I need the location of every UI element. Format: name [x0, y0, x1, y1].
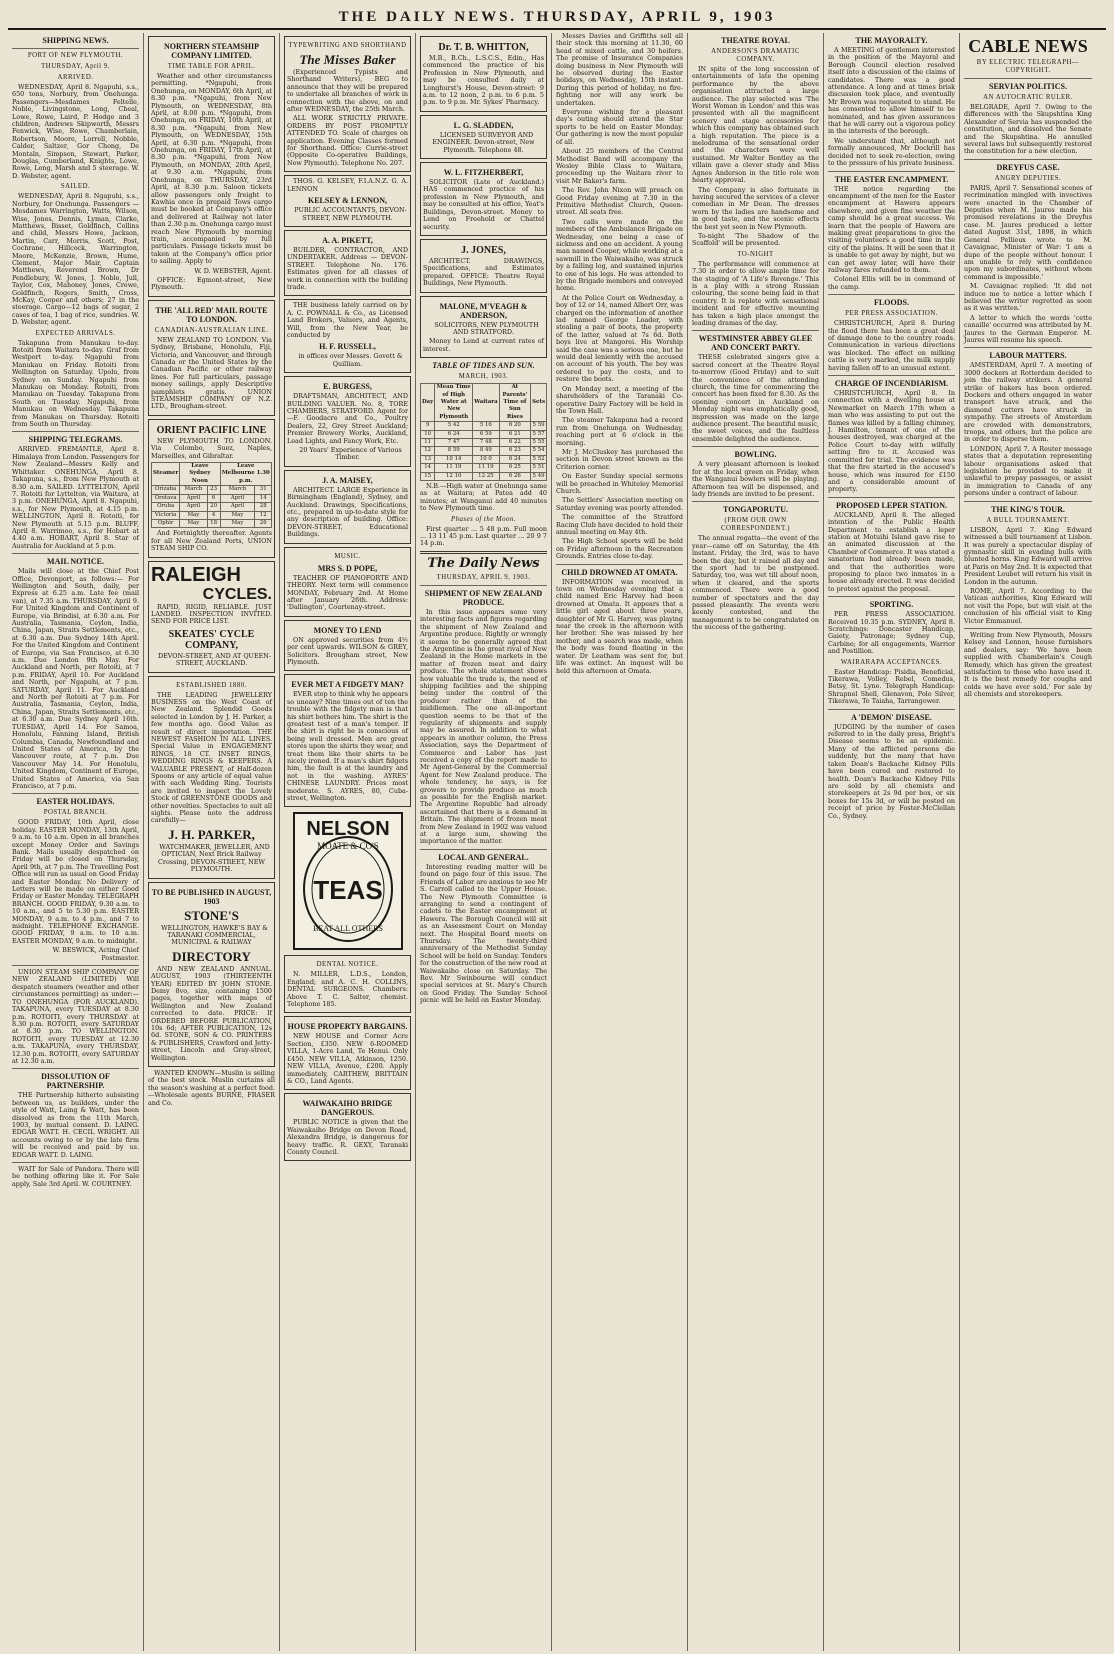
table-header: Waitara — [473, 384, 499, 422]
jones-ad — [420, 239, 547, 293]
divider — [964, 347, 1092, 348]
stones-heading: STONE'S — [184, 907, 239, 923]
table-row: 11 7 47 7 48 6 22 5 55 — [421, 439, 547, 447]
sailed-heading: SAILED. — [60, 183, 91, 191]
bull-sub: A BULL TOURNAMENT. — [986, 516, 1070, 524]
column-theatre — [688, 33, 824, 1651]
sladden-heading: L. G. SLADDEN, — [453, 120, 514, 130]
arrived-text: WEDNESDAY, April 8. Ngapuhi, s.s., 650 tons, Norbury, from Onehunga. Passengers—Mesdames Feltelle, Noble, Livingstone, Long, Cheal, Lowe, Rowe, Laird, P. Hodge and 3 children, Andrews Skipworth, Messrs Fenwick, Wise, Rowe, Chamberlain, Robertson, Moore, Lorrell, Nobble, Calder, Saltzer, Gor Chong, De Montaln, Simpson, Stewart, Parker, Douglas, Cumberland, Knights, Lowe, Rowe, Long, Marsh and 5 steerage. W. D. Webster, agent. — [12, 83, 139, 180]
floods-heading: FLOODS. — [874, 298, 909, 308]
pandora-ad: WAIT for Sale of Pandora. There will be nothing offering like it. For Sale apply, Sale 3rd April. W. COURTNEY. — [12, 1165, 139, 1188]
northern-office: OFFICE: Egmont-street, New Plymouth. — [151, 275, 272, 292]
news-para: The Settlers' Association meeting on Saturday evening was poorly attended. — [556, 496, 683, 512]
misses-baker-heading: The Misses Baker — [299, 52, 396, 67]
misses-baker-ad — [284, 36, 411, 172]
divider — [828, 596, 955, 597]
news-para: The Rev. John Nixon will preach on Good Friday evening at 7.30 in the Primitive Methodist Church, Queen-street. All seats free. — [556, 186, 683, 217]
divider — [12, 553, 139, 554]
local-general-heading: LOCAL AND GENERAL. — [438, 852, 529, 862]
news-para: At the Police Court on Wednesday, a boy of 12 or 14, named Albert Orr, was charged on the information of another lad named George Loader, with stealing a pair of boots, the property of the latter, valued at 7s 6d. Both boys live at Mangorei. His Worship said the case was a serious one, but he would deal leniently with the accused on account of his youth. The boy was ordered to pay the costs, and to restore the boots. — [556, 293, 683, 384]
burgess-experience: 20 Years' Experience of Various Timber. — [299, 446, 402, 462]
parker-address: WATCHMAKER, JEWELLER, AND OPTICIAN, Next Brick Railway Crossing, DEVON-STREET, NEW PLYMOUTH. — [158, 842, 270, 874]
child-drowned-text: INFORMATION was received in town on Wednesday evening that a child named Eric Harvey had been drowned at Omata. It appears that a little girl aged about three years, daughter of Mr G. Harvey, was playing near the creek in the afternoon with her brother. She was missed by her mother, and a search was made, when the body was found floating in the water. Dr Leatham was sent for, but life was extinct. An inquest will be held this afternoon at Omata. — [556, 577, 683, 675]
nelson-moate-tea-logo — [292, 811, 404, 951]
raleigh-ad — [148, 561, 275, 673]
logo-nelson: NELSON — [305, 818, 390, 841]
sporting-heading: SPORTING. — [869, 600, 914, 610]
table-row: 14 11 19 11 19 6 25 5 51 — [421, 464, 547, 472]
correspondent-line: (FROM OUR OWN CORRESPONDENT.) — [720, 517, 791, 533]
malone-text: SOLICITORS, NEW PLYMOUTH AND STRATFORD. — [434, 320, 539, 336]
expected-heading: EXPECTED ARRIVALS. — [35, 329, 116, 337]
dreyfus-text: PARIS, April 7. Sensational scenes of recrimination mingled with invectives were enacted in the Chamber of Deputies when M. Jaures made his promised revelations in the Dreyfus case. M. Jaures produced a letter dated August 31st, 1898, in which General Pellieux wrote to M. Cavaignac, Minister of War: 'I am a dupe of the people without honour. I am unable to rely with confidence upon my subordinates, without whom command is impossible.' — [964, 183, 1092, 281]
skeates-text: DEVON-STREET, AND AT QUEEN-STREET, AUCKLAND. — [157, 651, 272, 668]
encampment-heading: THE EASTER ENCAMPMENT. — [834, 174, 949, 184]
sporting-text: PER PRESS ASSOCIATION. Received 10.35 p.m. SYDNEY, April 8. Scratchings: Doncaster Handicap, Gaiety, Patronage; Sydney Cup, Carbine; for all engagements, Warrior and Postillion. — [828, 610, 955, 656]
divider — [964, 78, 1092, 79]
cough-remedy-ad: Writing from New Plymouth, Messrs Kelsey and Lennon, house furnishers and dealers, say: 'We have been supplied with Chamberlain's Cough Remedy, which has given the greatest satisfaction to those who have used it. It is the best remedy for coughs and colds we have ever sold.' For sale by all chemists and storekeepers. — [964, 630, 1092, 699]
divider — [556, 564, 683, 565]
wairarapa-heading: WAIRARAPA ACCEPTANCES. — [840, 658, 943, 666]
servian-text: BELGRADE, April 7. Owing to the differences with the Skupshtina King Alexander of Servia has suspended the constitution, and dissolved the Senate and the Skupshtina. He annulled several laws but subsequently restored the constitution for a new election. — [964, 103, 1092, 156]
tongaporutu-text: The annual regatta—the event of the year—came off on Saturday, the 4th instant. Friday, the 3rd, was to have been the day, but it rained all day and the sport had to be postponed. Saturday, too, was wet till about noon, when it cleared, and the sports commenced. There were a good number of spectators and the day passed pleasantly. The events were keenly contested, and the management is to be congratulated on the success of the gathering. — [692, 534, 819, 632]
dissolution-text: THE Partnership hitherto subsisting between us, as builders, under the style of Watt, Laing & Watt, has been dissolved as from the 11th March, 1903, by mutual consent. D. LAING. EDGAR WATT. H. CECIL WRIGHT. All accounts owing to or by the late firm will be received and paid by us. EDGAR WATT. D. LAING. — [12, 1091, 139, 1159]
table-row: Orizaba March 23 March 31 — [152, 486, 272, 494]
column-ads-2 — [280, 33, 416, 1651]
typewriting-heading: TYPEWRITING AND SHORTHAND — [288, 42, 407, 49]
encampment-text-2: Colonel Ellis will be in command of the camp. — [828, 275, 955, 291]
divider — [964, 628, 1092, 629]
divider — [420, 551, 547, 554]
house-text: NEW HOUSE and Corner Acre Section, £350. NEW 6-ROOMED VILLA, 1-Acre Land, Te Henui. Only £450. NEW VILLA, Atkinson, 1250. NEW VILLA, Avenue, £200. Apply immediately, CARTHEW, BRITTAIN & CO., Land Agents. — [287, 1032, 408, 1085]
theatre-text: The Company is also fortunate in having secured the services of a clever comedian in Mr Dean. The dresses worn by the ladies are handsome and in good taste, and the scenic effects the best yet seen in New Plymouth. — [692, 185, 819, 231]
editorial-text: In this issue appears some very interesting facts and figures regarding the shipment of New Zealand and Argentine produce. Rightly or wrongly it seems to be generally agreed that the Argentine is the great rival of New Zealand in the Home markets in the matter of frozen meat and dairy produce. The whole statement shows how valuable the trade is, the need of shipping facilities and the shipping being under the control of the producer rather than of the middlemen. The one all-important question seems to be that of the regularity of shipments and supply may be assured. In addition to what appears in another column, the Press Association, says the Department of Commerce and Labor has just received a copy of the report made to Mr Agent-General by the Commercial Agent for New Zealand produce. The whole tendency, he says, is for growers to provide produce as much as possible for the English market. The Argentine Republic had already ascertained that there is a demand in Britain. The shipment of frozen meat from New Zealand in 1902 was valued at a large sum, showing the importance of the matter. — [420, 607, 547, 846]
maisey-heading: J. A. MAISEY, — [322, 475, 373, 485]
kings-tour-heading: THE KING'S TOUR. — [991, 504, 1065, 514]
column-professional-editorial — [416, 33, 552, 1651]
table-header: Sets — [531, 384, 547, 422]
pope-ad — [284, 547, 411, 617]
table-row: 12 8 59 8 49 6 23 5 54 — [421, 447, 547, 455]
shipping-heading: SHIPPING NEWS. — [42, 36, 109, 45]
house-property-ad — [284, 1016, 411, 1090]
mail-notice-heading: MAIL NOTICE. — [47, 557, 104, 567]
sladden-text: LICENSED SURVEYOR AND ENGINEER. Devon-street, New Plymouth. Telephone 48. — [432, 130, 535, 154]
whitton-text: M.B., B.Ch., L.S.C.S., Edin., Has commenced the practice of his Profession in New Plymouth, and may be consulted daily at Longhurst's House, Devon-street: 9 a.m. to 12 noon, 2 p.m. to 6 p.m. 5 p.m. to 9 p.m. Mr. Sykes' Pharmacy. — [423, 54, 544, 107]
russell-text: THE business lately carried on by A. C. POWNALL & Co., as Licensed Land Brokers, Valuers, and Agents, Will, from the New Year, be conducted by — [287, 301, 408, 339]
divider — [12, 793, 139, 794]
logo-teas: TEAS — [312, 875, 383, 906]
jones-text: ARCHITECT. DRAWINGS, Specifications, and Estimates prepared. OFFICE: Theatre Royal Buildings, New Plymouth. — [423, 256, 544, 288]
dental-heading: DENTAL NOTICE. — [316, 961, 379, 969]
mayoralty-heading: THE MAYORALTY. — [855, 36, 928, 45]
column-mayoralty — [824, 33, 960, 1651]
bridge-heading: WAIWAKAIHO BRIDGE DANGEROUS. — [302, 1099, 393, 1118]
kelsey-lennon-ad — [284, 175, 411, 227]
divider — [828, 375, 955, 376]
union-steam-ad: UNION STEAM SHIP COMPANY OF NEW ZEALAND (LIMITED) Will despatch steamers (weather and other circumstances permitting) as under:— TO ONEHUNGA (FOR AUCKLAND). TAKAPUNA, every TUESDAY at 8.30 p.m. ROTOITI, every THURSDAY at 8.30 p.m. ROTOITI, every SATURDAY at 8.30 p.m. TO WELLINGTON. ROTOITI, every TUESDAY at 12.30 a.m. TAKAPUNA, every THURSDAY, 12.30 p.m. ROTOITI, every SATURDAY at 12.30 a.m. — [12, 968, 139, 1065]
table-row: Oruba April 20 April 28 — [152, 503, 272, 511]
dreyfus-text-2: M. Cavaignac replied: 'It did not induce me to notice a letter which I believed the writer regretted as soon as it was written.' — [964, 282, 1092, 313]
table-row: Ophir May 18 May 26 — [152, 519, 272, 527]
logo-tagline: BEAT ALL OTHERS — [312, 924, 383, 934]
orient-sailings-table — [151, 462, 272, 528]
postmaster-signature: W. BESWICK, Acting Chief Postmaster. — [52, 946, 139, 962]
floods-text: CHRISTCHURCH, April 8. During the flood there has been a great deal of damage done to the country roads. Communication in various directions was blocked. The effect on milking cattle is very marked, the milk supply having fallen off to an unusual extent. — [828, 319, 955, 372]
maisey-text: ARCHITECT. LARGE Experience in Birmingham (England), Sydney, and Auckland. Drawings, Specifications, etc., prepared in up-to-date style for any description of building. Office: DEVON-STREET, Educational Buildings. — [287, 485, 408, 539]
northern-signature: W. D. WEBSTER, Agent. — [194, 266, 272, 275]
postal-branch-heading: POSTAL BRANCH. — [43, 809, 108, 817]
fidgety-ad — [284, 674, 411, 807]
sladden-ad — [420, 115, 547, 159]
tides-note: N.B.—High water at Onehunga same as at Waitara; at Patea add 40 minutes; at Wanganui add 40 minutes to New Plymouth time. — [420, 482, 547, 513]
tides-heading: TABLE OF TIDES AND SUN. — [432, 361, 535, 371]
table-row: Orotava April 6 April 14 — [152, 494, 272, 502]
divider — [828, 497, 955, 498]
column-ads-1 — [144, 33, 280, 1651]
divider — [964, 159, 1092, 160]
whitton-ad — [420, 36, 547, 112]
cable-sub: BY ELECTRIC TELEGRAPH—COPYRIGHT. — [976, 59, 1080, 74]
date-line: THURSDAY, April 9. — [41, 63, 110, 70]
incendiarism-text: CHRISTCHURCH, April 8. In connection with a dwelling house at Newmarket on March 17th when a man who was assisting to put out the flames was killed by a falling chimney, J. Hamilton, tenant of one of the houses destroyed, was charged at the Police Court to-day with wilfully setting fire to it. Accused was committed for trial. The evidence was that the fire started in the accused's house, which was insured for £150 and a considerable amount of property. — [828, 389, 955, 494]
all-red-text: NEW ZEALAND TO LONDON. Via Sydney, Brisbane, Honolulu, Fiji, Victoria, and Vancouver, and through Canada or the United States by the Canadian Pacific or other railway lines. For full particulars, passage money sailings, apply Descriptive pamphlets gratis. UNION STEAMSHIP COMPANY OF N.Z. LTD., Brougham-street. — [151, 335, 272, 411]
easter-text: GOOD FRIDAY, 10th April, close holiday. EASTER MONDAY, 13th April, 9 a.m. to 10 a.m. Open in all branches except Money Order and Savings Bank. Mails usually despatched on Friday will be closed on Thursday, April 9th, at 7 p.m. The Travelling Post Office will run as usual on Good Friday and Easter Monday. No Delivery of Letters will be made on either Good Friday or Easter Monday. TELEGRAPH BRANCH. GOOD FRIDAY, 9.30 a.m. to 10 a.m., and 5 to 5.30 p.m. EASTER MONDAY, 9 a.m. to 4 p.m., and 7 to midnight. TELEPHONE EXCHANGE. GOOD FRIDAY, 9 a.m. to 10 a.m. EASTER MONDAY, 9 a.m. to midnight. — [12, 818, 139, 945]
established-line: ESTABLISHED 1880. — [176, 681, 247, 689]
music-heading: MUSIC. — [334, 552, 361, 560]
divider — [692, 501, 819, 502]
tonight-heading: TO-NIGHT — [737, 250, 774, 258]
editorial-heading: SHIPMENT OF NEW ZEALAND PRODUCE. — [424, 588, 543, 607]
northern-steamship-ad — [148, 36, 275, 297]
kings-tour-text-2: ROME, April 7. According to the Vatican authorities, King Edward will not visit the Pope, but will visit at the conclusion of his official visit to King Victor Emmanuel. — [964, 586, 1092, 625]
news-para: Messrs Davies and Griffiths sell all their stock this morning at 11.30, 60 head of mixed cattle, and 30 heifers. The promise of Insurance Companies doing business in New Plymouth will be observed during the Easter holidays, on Wednesday, 15th instant. During this period of holiday, no fire-fighting nor will any work be undertaken. — [556, 33, 683, 107]
tongaporutu-heading: TONGAPORUTU. — [723, 505, 788, 515]
tides-month: MARCH, 1903. — [458, 373, 509, 381]
easter-heading: EASTER HOLIDAYS. — [36, 797, 115, 807]
divider — [828, 294, 955, 295]
wairarapa-text: Easter Handicap: Pisidia, Beneficial, Tikerawa, Volley, Rebel, Comedus, Betsy, St. Lyne. Telegraph Handicap: Shrapnel Shell, Glenavon, Polo Silver, Tikerawa, Te Taiaha, Tarrangower. — [828, 667, 955, 706]
dental-text: N. MILLER, L.D.S., London, England; and A. C. H. COLLINS, DENTAL SURGEONS. Chambers: Above T. C. Salter, chemist. Telephone 185. — [287, 970, 408, 1009]
tea-logo-icon — [292, 811, 404, 951]
news-para: On Monday next, a meeting of the shareholders of the Taranaki Co-operative Dairy Factory will be held in the Town Hall. — [556, 384, 683, 415]
parker-heading: J. H. PARKER, — [168, 826, 255, 842]
divider — [964, 501, 1092, 502]
columns — [8, 33, 1106, 1651]
fitzherbert-heading: W. L. FITZHERBERT, — [443, 168, 524, 178]
divider — [12, 1068, 139, 1069]
sailed-text: WEDNESDAY, April 8. Ngapuhi, s.s., Norbury, for Onehunga. Passengers — Mesdames Warrington, Watts, Wilson, Wise, Jones, Dennis, Lyman, Clarke, Matthews, Bisset, Goldfinch, Collins and child, Messrs Howe, Jackson, Martin, Carr, Morris, Scott, Post, Cochrane, Hillcock, Warrington, Moore, McKenzie, Brown, Hume, Clement, Major Mair, Captain Matthews, Reverend Brown, Dr Pendlebury, W. Jones, J. Noble, Jull, Taylor, Cox, Mahoney, Jones, Crewe, Goldfinch, Rogers, Smith, Cross, McKay, Cooper and others; 27 in the steerage. Cargo—12 bags of sugar, 2 cases of tea, 1 bag of rice, sundries. W. D. Webster, agent. — [12, 192, 139, 327]
local-general-text: Interesting reading matter will be found on page four of this issue. The Friends of Labor are anxious to see Mr S. Carroll called to the Upper House. The New Plymouth Committee is arranging to send a contingent of cadets to the Easter encampment at Hawera. The Borough Council will sit as an Assessment Court on Monday next. The Hospital Board meets on Thursday. The twenty-third anniversary of the Methodist Sunday School will be held on Sunday. Tenders for the construction of the new road at Waiwakaiho close on Saturday. The Rev. Mr Swinbourne will conduct special services at St. Mary's Church on Good Friday. The Sunday School picnic will be held on Easter Monday. — [420, 862, 547, 1005]
malone-heading: MALONE, M'VEAGH & ANDERSON, — [439, 301, 528, 320]
press-assoc-line: PER PRESS ASSOCIATION. — [845, 310, 938, 318]
paper-title: The Daily News — [427, 555, 540, 571]
publish-notice: TO BE PUBLISHED IN AUGUST, 1903 — [151, 887, 272, 906]
table-header: Leave Melbourne 1.30 p.m. — [221, 463, 270, 484]
pope-heading: MRS S. D POPE, — [317, 563, 378, 573]
table-header: Day — [421, 384, 435, 422]
divider — [12, 965, 139, 966]
moon-phases: First quarter ... 5 48 p.m. Full moon ... 13 11 45 p.m. Last quarter ... 20 9 7 14 p.m. — [420, 524, 547, 548]
malone-ad — [420, 296, 547, 359]
cable-news-heading: CABLE NEWS — [968, 36, 1088, 56]
money-heading: MONEY TO LEND — [313, 625, 382, 635]
westminster-text: THESE celebrated singers give a sacred concert at the Theatre Royal to-morrow (Good Friday) and to suit the convenience of the attending church, the time for commencing the concert has been fixed for 8.30. As the opening concert in Auckland on Monday night was emphatically good, impression was made on the large audience present. The beautiful music, the sweet voices, and the faultless ensemble delighted the audience. — [692, 353, 819, 443]
encampment-text: THE notice regarding the encampment of the men for the Easter encampment at Hawera appears elsewhere, and given fine weather the camp should be a great success. We learn that the people of Hawera are making great preparations to give the visiting volunteers a good time in the city of the plains. It will be seen that it is unable to get away by night, but we can get away later, will have their railway fares refunded to them. — [828, 184, 955, 274]
tonight-text: The performance will commence at 7.30 in order to allow ample time for the staging of 'A Life's Revenge.' This is a play with a strong Russian colouring, the scene being laid in that country. It is replete with sensational incident and for effective mounting has taken a high place amongst the leading dramas of the day. — [692, 259, 819, 327]
tides-table — [420, 383, 547, 481]
bridge-notice — [284, 1093, 411, 1161]
orient-heading: ORIENT PACIFIC LINE — [156, 424, 267, 436]
dreyfus-heading: DREYFUS CASE. — [996, 162, 1060, 172]
theatre-text: IN spite of the long succession of entertainments of late the opening performance by the above organisation attracted a large audience. The play selected was 'The Worst Woman in London' and this was presented with all the magnificent scenery and stage accessories for which this company has obtained such a high reputation. The piece is a melodrama of the sensational order and the characters were well sustained. Mr Walter Bentley as the villain gave a clever study and Miss Agnes Anderson in the title role won hearty approval. — [692, 65, 819, 185]
logo-moate: MOATE & CO'S — [316, 841, 379, 852]
arrived-heading: ARRIVED. — [57, 74, 94, 81]
directory-heading: DIRECTORY — [172, 948, 251, 964]
russell-ad — [284, 299, 411, 373]
news-para: Mr J. McCluskey has purchased the section in Devon street known as the Criterion corner. — [556, 447, 683, 471]
fitzherbert-ad — [420, 162, 547, 236]
jones-heading: J. JONES, — [461, 244, 506, 256]
skeates-heading: SKEATES' CYCLE COMPANY, — [168, 628, 255, 651]
orient-footer: And Fortnightly thereafter. Agents for all New Zealand Ports, UNION STEAM SHIP CO. — [151, 529, 272, 553]
telegrams-text: ARRIVED. FREMANTLE, April 8. Himalaya from London. Passengers for New Zealand—Messrs Kelly and Whittaker. ONEHUNGA, April 8. Takapuna, s.s., from New Plymouth at 8.30 a.m. SAILED. LYTTELTON, April 7. Rotoiti for Lyttelton, via Waitara, at 3 p.m. ONEHUNGA, April 8. Ngapuhi, s.s., for New Plymouth, at 4.15 p.m. WELLINGTON, April 8. Rotoiti, for New Plymouth at 5.15 p.m. BLUFF, April 8. Warrimoo, s.s., for Hobart at 4.40 a.m. HOBART, April 8. Star of Australia for Auckland at 5 p.m. — [12, 445, 139, 550]
servian-heading: SERVIAN POLITICS. — [989, 82, 1067, 91]
child-drowned-heading: CHILD DROWNED AT OMATA. — [561, 567, 678, 577]
news-para: The steamer Takapuna had a record run from Onehunga on Wednesday, reaching port at 6 o'clock in the morning. — [556, 416, 683, 447]
leper-text: AUCKLAND, April 8. The alleged intention of the Public Health Department to establish a leper station at Motuihi Island gave rise to an animated discussion at the Chamber of Commerce. It was stated a sanatorium had already been made, and that the authorities were proposing to place two inmates in a house already erected. It was decided to protest against the proposal. — [828, 510, 955, 593]
fidgety-heading: EVER MET A FIDGETY MAN? — [291, 680, 404, 690]
divider — [420, 585, 547, 586]
divider — [12, 48, 139, 49]
table-header: Mean Time of High Water at New Plymouth — [436, 384, 471, 420]
news-para: The committee of the Stratford Racing Club have decided to hold their annual meeting on May 4th. — [556, 513, 683, 536]
northern-text: Weather and other circumstances permitting. *Ngapuhi, from Onehunga, on MONDAY, 6th April, at 8.30 p.m. *Ngapuhi, from New Plymouth, on WEDNESDAY, 8th April, at 8.00 p.m. *Ngapuhi, from Onehunga, on FRIDAY, 10th April, at 8.30 p.m. *Ngapuhi, from New Plymouth, on WEDNESDAY, 15th April, at 6.30 p.m. *Ngapuhi, from Onehunga, on FRIDAY, 17th April, at 8.30 p.m. *Ngapuhi, from New Plymouth, on MONDAY, 20th April, at 9.30 a.m. *Ngapuhi, from Onehunga, on THURSDAY, 23rd April, at 8.30 p.m. Saloon tickets allow passengers only freight to Kawhia once in prepaid Tows cargo must be booked at Company's office and delivered at Railway not later than 2.30 p.m. Onehunga cargo must reach New Plymouth by morning train, accompanied by full particulars. Passage tickets must be taken at the Company's office prior to sailing. Apply to — [151, 72, 273, 266]
mayoralty-text-2: We understand that, although not formally announced, Mr Dockrill has decided not to seek re-election, owing to the pressure of his private business. — [828, 136, 955, 168]
raleigh-heading: RALEIGH — [151, 563, 241, 586]
orient-text: NEW PLYMOUTH TO LONDON. Via Colombo, Suez, Naples, Marseilles, and Gibraltar. — [151, 436, 272, 460]
money-text: ON approved securities from 4½ per cent upwards. WILSON & GREY, Solicitors. Brougham street, New Plymouth. — [287, 635, 408, 666]
incendiarism-heading: CHARGE OF INCENDIARISM. — [834, 379, 949, 389]
maisey-ad — [284, 470, 411, 544]
table-row: 9 5 42 5 16 6 20 5 59 — [421, 422, 547, 430]
pikett-heading: A. A. PIKETT, — [322, 235, 373, 245]
house-heading: HOUSE PROPERTY BARGAINS. — [287, 1022, 408, 1032]
burgess-ad — [284, 376, 411, 467]
news-para: On Easter Sunday special sermons will be preached in Whiteley Memorial Church. — [556, 472, 683, 495]
northern-heading: NORTHERN STEAMSHIP COMPANY LIMITED. — [163, 42, 260, 60]
pikett-ad — [284, 230, 411, 296]
masthead-title: THE DAILY NEWS. THURSDAY, APRIL 9, 1903 — [338, 8, 776, 25]
table-header: Steamer — [152, 463, 180, 486]
port-heading: PORT OF NEW PLYMOUTH. — [27, 52, 124, 59]
demon-disease-heading: A 'DEMON' DISEASE. — [851, 712, 932, 722]
moon-heading: Phases of the Moon. — [450, 515, 516, 523]
mayoralty-text: A MEETING of gentlemen interested in the position of the Mayoral and Borough Council election resolved itself into a discussion of the claims of candidates. There was a good attendance. A long and at times brisk discussion took place, and eventually Mr Brown was requested to stand. He has consented to allow himself to be nominated, and has given assurances that he will carry out a vigorous policy in the interests of the borough. — [828, 46, 955, 136]
dreyfus-sub: ANGRY DEPUTIES. — [994, 174, 1062, 182]
stones-sub: WELLINGTON, HAWKE'S BAY & TARANAKI COMMERCIAL, MUNICIPAL & RAILWAY — [161, 923, 268, 947]
stones-directory-ad — [148, 882, 275, 1068]
money-lend-ad — [284, 620, 411, 672]
fidgety-text: EVER stop to think why he appears so uneasy? Nine times out of ten the trouble with the fidgety man is that his shirt bothers him. The shirt is the greatest test of a man's temper. If the shirt is right he is conscious of being well dressed. Men are great stores upon the shirts they wear, and treat them like their shirts to be nicely ironed. If a man's shirt fidgets him, the fault is at the laundry and not in the washing. AYRES' CHINESE LAUNDRY. Prices most moderate. S. AYRES, 80, Cuba-street, Wellington. — [287, 690, 408, 803]
column-cable-news — [960, 33, 1096, 1651]
misses-baker-text-2: ALL WORK STRICTLY PRIVATE. ORDERS BY POST PROMPTLY ATTENDED TO. Scale of charges on application. Evening Classes formed for Shorthand. Office: Currie-street (Opposite Co-operative Buildings, New Plymouth). Telephone No. 207. — [287, 114, 408, 167]
table-header: Leave Sydney Noon — [180, 463, 220, 486]
pikett-text: BUILDER, CONTRACTOR, AND UNDERTAKER. Address — DEVON-STREET. Telephone No. 176. Estimates given for all classes of work in connection with the building trade. — [287, 245, 408, 291]
kings-tour-text: LISBON, April 7. King Edward witnessed a bull tournament at Lisbon. It was purely a spectacular display of gymnastic skill in evading bulls with blunted horns. King Edward will arrive at Paris on May 2nd. It is expected that President Loubet will return his visit in London in the autumn. — [964, 525, 1092, 586]
bowling-text: A very pleasant afternoon is looked for at the local green on Friday, when the Wanganui bowlers will be playing. Afternoon tea will be dispensed, and lady friends are invited to be present. — [692, 460, 819, 498]
stones-text: AND NEW ZEALAND ANNUAL. AUGUST, 1903 (THIRTEENTH YEAR) EDITED BY JOHN STONE. Demy 8vo, size, containing 1500 pages, together with maps of Wellington and New Zealand corrected to date. PRICE: If ORDERED BEFORE PUBLICATION, 10s 6d; AFTER PUBLICATION, 12s 6d. STONE, SON & CO. PRINTERS & PUBLISHERS, Crawford and Jetty-street, Lincoln and Gray-street, Wellington. — [151, 964, 272, 1062]
news-para: Two calls were made on the members of the Ambulance Brigade on Wednesday, one being a case of sickness and one an accident. A young man named Cooper, while working at a sawmill in the Waiwakaiho, was struck by a falling log, and sustained injuries to one of his legs. He was attended to by the Brigade members and conveyed home. — [556, 217, 684, 293]
divider — [420, 849, 547, 850]
table-row: 13 10 14 10 0 6 24 5 52 — [421, 455, 547, 463]
labour-text: AMSTERDAM, April 7. A meeting of 3000 dockers at Rotterdam decided to join the railway strikers. A general strike of bakers has been ordered. Dockers and others engaged in water transport have struck, and the diamond cutters have struck in sympathy. The streets of Amsterdam are crowded with demonstrators, troops, and others, but the police are in order to disperse them. — [964, 361, 1092, 444]
kelsey-heading: KELSEY & LENNON, — [307, 196, 388, 206]
demon-disease-text: JUDGING by the number of cases referred to in the daily press, Bright's Disease seems to be an epidemic. Many of the afflicted persons die suddenly, but the many that have taken Doan's Backache Kidney Pills have been cured and restored to health. Doan's Backache Kidney Pills are sold by all chemists and storekeepers at 2s 9d per box, or six boxes for 15s 3d, or will be posted on receipt of price by Foster-McClellan Co., Sydney. — [828, 722, 955, 820]
mail-notice-text: Mails will close at the Chief Post Office, Devonport, as follows:— For Wellington and South, daily, per Express at 6.25 a.m. Late fee (mail van), at 7.35 a.m. THURSDAY, April 9. For United Kingdom and Continent of Europe, via Brindisi, at 6.30 a.m. For Australia, Tasmania, Ceylon, India, China, Japan, Straits Settlements, etc., at 6.30 a.m. Due Sydney 14th April. For the United Kingdom and Continent of Europe, via San Francisco, at 6.30 a.m. Due London 9th May. For Auckland and North, per Rotoiti, at 7 p.m. FRIDAY, April 10. For Auckland and North, per Ngapuhi, at 7 p.m. SATURDAY, April 11. For Auckland and North per Rotoiti at 7 p.m. For Australia, Tasmania, Ceylon, India, China, Japan, Straits Settlements, etc., at 6.30 a.m. Due Sydney April 16th. TUESDAY, April 14. For Samoa, Honolulu, Fanning Island, British Columbia, Canada, Newfoundland and United States of America, by the Vancouver route, at 7 p.m. Due Vancouver May 14. For Honolulu, United Kingdom, Continent of Europe, United States of America, via San Francisco, at 7 p.m. — [12, 567, 139, 790]
cycles-heading: CYCLES. — [202, 585, 272, 603]
table-header: At Parents' Time of Sun Rises — [499, 384, 531, 422]
divider — [692, 446, 819, 447]
paper-date: THURSDAY, APRIL 9, 1903. — [436, 573, 531, 581]
fitzherbert-text: SOLICITOR (Late of Auckland.) HAS commenced practice of his profession in New Plymouth, and may be consulted at his office, Yeat's Buildings, Devon-street. Money to Lend on Freehold or Chattel security. — [423, 178, 544, 231]
divider — [12, 431, 139, 432]
dissolution-heading: DISSOLUTION OF PARTNERSHIP. — [41, 1072, 110, 1091]
raleigh-text: RAPID, RIGID, RELIABLE. JUST LANDED. INSPECTION INVITED. SEND FOR PRICE LIST. — [151, 602, 272, 626]
labour-heading: LABOUR MATTERS. — [989, 351, 1067, 361]
parker-ad — [148, 676, 275, 879]
masthead — [8, 6, 1106, 30]
divider — [828, 171, 955, 172]
russell-office: in offices over Messrs. Govett & Quilliam. — [298, 352, 403, 368]
telegrams-heading: SHIPPING TELEGRAMS. — [28, 435, 123, 445]
timetable-heading: TIME TABLE FOR APRIL. — [167, 63, 256, 70]
muslin-ad: WANTED KNOWN—Muslin is selling of the best stock. Muslin curtains all the season's washing at a perfect food.—Wholesale agents BURNE, FRASER and Co. — [148, 1069, 275, 1107]
all-red-heading: THE 'ALL RED' MAIL ROUTE TO LONDON. — [155, 305, 268, 324]
news-para: About 25 members of the Central Methodist Band will accompany the Wesley Bible Class to Waitara, proceeding up the Waitara river to visit Mr Baker's farm. — [556, 147, 683, 185]
kelsey-text: PUBLIC ACCOUNTANTS, DEVON-STREET, NEW PLYMOUTH. — [294, 206, 407, 222]
russell-heading: H. F. RUSSELL, — [319, 342, 376, 352]
kelsey-names: THOS. G. KELSEY, F.I.A.N.Z. G. A. LENNON — [287, 177, 408, 193]
divider — [828, 709, 955, 710]
orient-ad — [148, 419, 275, 558]
column-local-news — [552, 33, 688, 1651]
theatre-heading: THEATRE ROYAL — [721, 36, 790, 45]
dental-ad — [284, 955, 411, 1013]
column-shipping — [8, 33, 144, 1651]
divider — [692, 330, 819, 331]
burgess-heading: E. BURGESS, — [323, 382, 372, 392]
whitton-heading: Dr. T. B. WHITTON, — [438, 42, 529, 53]
canadian-heading: CANADIAN-AUSTRALIAN LINE. — [154, 326, 269, 334]
labour-text-2: LONDON, April 7. A Reuter message states that a deputation representing labour organisations asked that legislation be provided to make it unlawful to prepay passages, or assist in immigration to Canada of any persons under a contract of labour. — [964, 444, 1092, 498]
expected-text: Takapuna from Manukau to-day. Rotoiti from Waitara to-day. Graf from Westport to-day. Ngapuhi from Manukau on Friday. Rotoiti from Wellington on Saturday. Upolu, from Sydney on Sunday. Ngapuhi from Manukau on Monday. Rotoiti, from Manukau on Tuesday. Takapuna from South on Tuesday. Ngapuhi, from Manukau on Wednesday. Takapuna from Manukau on Thursday. Rotoiti from South on Thursday. — [12, 338, 139, 429]
all-red-ad — [148, 300, 275, 416]
dreyfus-text-3: A letter to which the words 'cette canaille' occurred was attributed by M. Jaures to the German Emperor. M. Jaures will resume his speech. — [964, 313, 1092, 344]
table-row: 15 12 10 12 25 6 26 5 49 — [421, 472, 547, 480]
news-para: The High School sports will be held on Friday afternoon in the Recreation Grounds. Entries close to-day. — [556, 537, 683, 561]
servian-sub: AN AUTOCRATIC RULER. — [983, 94, 1073, 101]
theatre-text: To-night 'The Shadow of the Scaffold' will be presented. — [692, 231, 819, 248]
news-para: Everyone wishing for a pleasant day's outing should attend the Star sports to be held on Easter Monday. Our gathering is now the most popular of all. — [556, 108, 683, 146]
bridge-text: PUBLIC NOTICE is given that the Waiwakaiho Bridge on Devon Road, Alexandra Bridge, is dangerous for heavy traffic. R. GEXY, Taranaki County Council. — [287, 1118, 408, 1156]
pope-text: TEACHER OF PIANOFORTE AND THEORY. Next term will commence MONDAY, February 2nd. At Home after January 26th. Address: 'Dallington', Courtenay-street. — [287, 573, 408, 612]
table-row: 10 6 24 6 59 6 21 5 57 — [421, 430, 547, 438]
bowling-heading: BOWLING. — [734, 450, 777, 460]
anderson-heading: ANDERSON'S DRAMATIC COMPANY. — [711, 48, 800, 63]
westminster-heading: WESTMINSTER ABBEY GLEE AND CONCERT PARTY. — [698, 334, 813, 353]
table-row: Victoria May 4 May 12 — [152, 511, 272, 519]
parker-text: THE LEADING JEWELLERY BUSINESS on the West Coast of New Zealand. Splendid Goods selected in London by J. H. Parker, a few months ago. Good Value as result of direct importation. THE NEWEST FASHION IN ALL LINES. Special Value in ENGAGEMENT RINGS, 18 CT. INSET RINGS, WEDDING RINGS & KEEPERS. A VALUABLE PRESENT, of Half-dozen Spoons or any article of equal value with each Wedding Ring. Tourists are invited to inspect the Lovely Stock of GREENSTONE GOODS and other novelties. Spectacles to suit all sights. Please note the address carefully— — [151, 690, 272, 825]
burgess-text: DRAFTSMAN, ARCHITECT, AND BUILDING VALUER. No. 8, TORE CHAMBERS, STRATFORD. Agent for—F. Goodacre and Co., Poultry Dealers, 22, Grey Street Auckland; Premier Brewery Works, Auckland, Lead Lights, and Fancy Work, Etc. — [287, 392, 408, 445]
misses-baker-text: (Experienced Typists and Shorthand Writers), BEG to announce that they will be prepared to undertake all branches of work in connection with the above, on and after WEDNESDAY, the 25th March. — [287, 68, 408, 114]
malone-money: Money to Lend at current rates of interest. — [423, 337, 544, 353]
divider — [12, 1162, 139, 1163]
leper-heading: PROPOSED LEPER STATION. — [835, 500, 948, 510]
